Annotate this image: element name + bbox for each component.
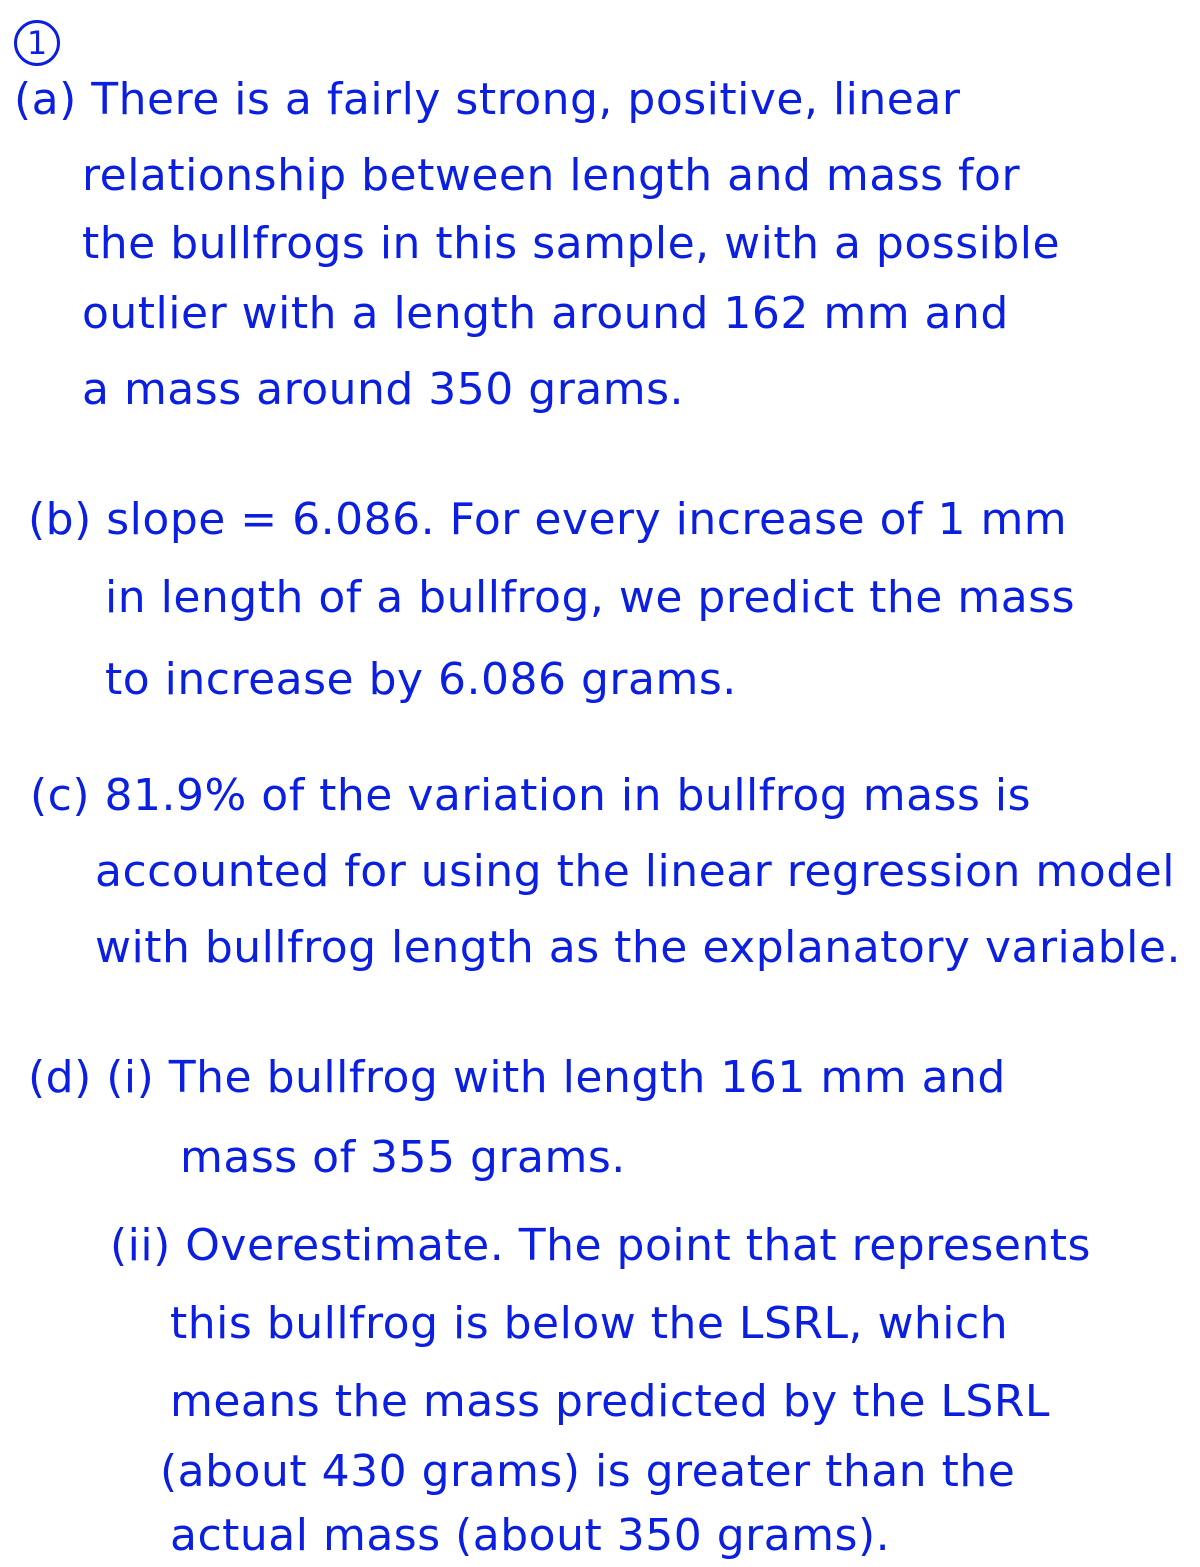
part-a-line-5: a mass around 350 grams. bbox=[82, 364, 685, 415]
part-a-line-1: (a) There is a fairly strong, positive, linear bbox=[14, 74, 961, 125]
part-d-ii-line-4: (about 430 grams) is greater than the bbox=[160, 1446, 1016, 1497]
part-b-line-1: (b) slope = 6.086. For every increase of 1 mm bbox=[28, 494, 1068, 545]
part-d-i-line-2: mass of 355 grams. bbox=[180, 1132, 626, 1183]
problem-number-badge: 1 bbox=[14, 20, 60, 66]
part-d-i-line-1: (d) (i) The bullfrog with length 161 mm and bbox=[28, 1052, 1006, 1103]
part-d-ii-line-3: means the mass predicted by the LSRL bbox=[170, 1376, 1050, 1427]
part-c-line-2: accounted for using the linear regression model bbox=[95, 846, 1175, 897]
part-d-ii-line-2: this bullfrog is below the LSRL, which bbox=[170, 1298, 1009, 1349]
part-c-line-1: (c) 81.9% of the variation in bullfrog mass is bbox=[30, 770, 1032, 821]
part-b-line-3: to increase by 6.086 grams. bbox=[105, 654, 737, 705]
part-d-ii-line-1: (ii) Overestimate. The point that represents bbox=[110, 1220, 1091, 1271]
part-a-line-4: outlier with a length around 162 mm and bbox=[82, 288, 1009, 339]
part-a-line-3: the bullfrogs in this sample, with a possible bbox=[82, 218, 1061, 269]
part-d-ii-line-5: actual mass (about 350 grams). bbox=[170, 1510, 891, 1561]
part-a-line-2: relationship between length and mass for bbox=[82, 150, 1021, 201]
part-b-line-2: in length of a bullfrog, we predict the mass bbox=[105, 572, 1075, 623]
part-c-line-3: with bullfrog length as the explanatory variable. bbox=[95, 922, 1181, 973]
